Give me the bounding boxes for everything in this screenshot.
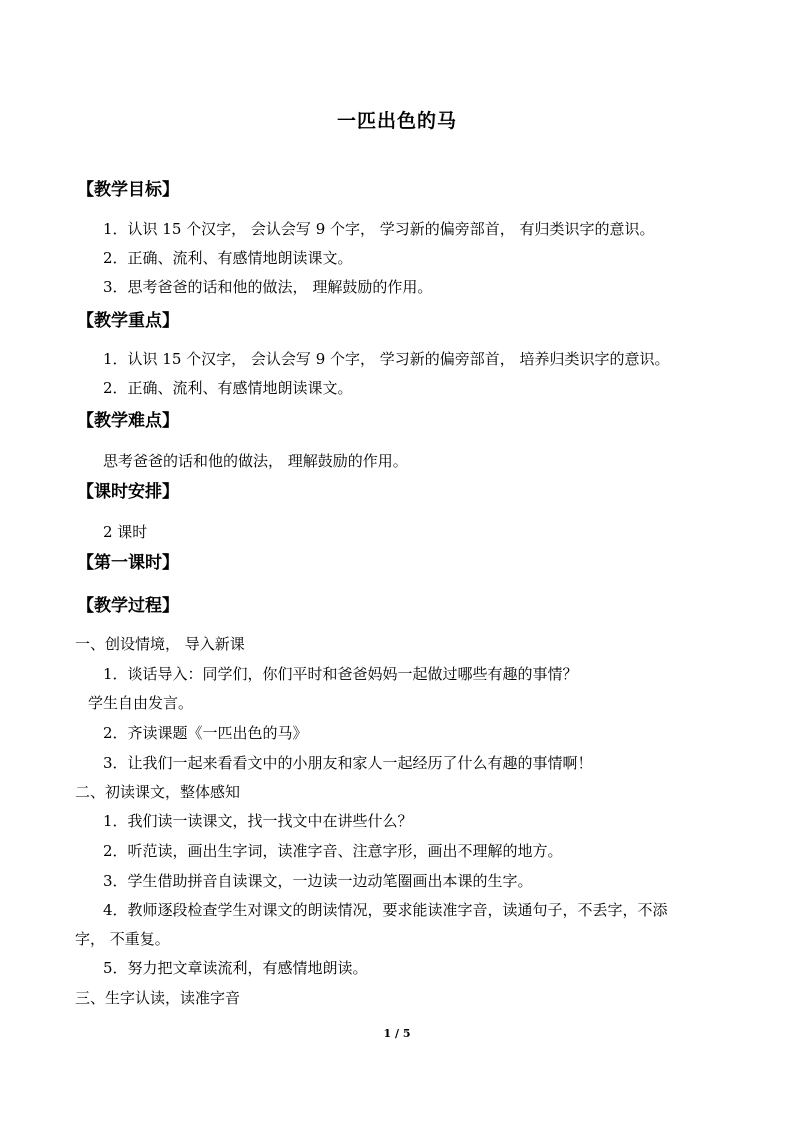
process-part-2-title: 二、初读课文，整体感知: [75, 783, 241, 801]
process-part-2-line: 5．努力把文章读流利，有感情地朗读。: [103, 959, 368, 977]
heading-teaching-goals: 【教学目标】: [77, 180, 179, 200]
heading-teaching-process: 【教学过程】: [77, 596, 179, 616]
heading-key-points: 【教学重点】: [77, 311, 179, 331]
process-part-1-line: 2．齐读课题《一匹出色的马》: [103, 724, 308, 742]
key-point-item-2: 2．正确、流利、有感情地朗读课文。: [103, 379, 353, 397]
process-part-1-line: 1．谈话导入：同学们，你们平时和爸爸妈妈一起做过哪些有趣的事情？: [103, 665, 578, 683]
key-point-item-1: 1．认识 15 个汉字， 会认会写 9 个字， 学习新的偏旁部首， 培养归类识字的意识。: [103, 350, 670, 368]
document-title: 一匹出色的马: [336, 110, 457, 132]
process-part-2-line: 4．教师逐段检查学生对课文的朗读情况，要求能读准字音，读通句子，不丢字，不添: [103, 901, 668, 919]
process-part-2-line: 2．听范读，画出生字词，读准字音、注意字形，画出不理解的地方。: [103, 842, 563, 860]
goal-item-1: 1．认识 15 个汉字， 会认会写 9 个字， 学习新的偏旁部首， 有归类识字的意识。: [103, 220, 655, 238]
process-part-1-title: 一、创设情境， 导入新课: [75, 635, 245, 653]
difficulty-text: 思考爸爸的话和他的做法， 理解鼓励的作用。: [103, 452, 408, 470]
schedule-text: 2 课时: [103, 523, 148, 541]
goal-item-2: 2．正确、流利、有感情地朗读课文。: [103, 249, 353, 267]
heading-first-lesson: 【第一课时】: [77, 553, 179, 573]
heading-difficulties: 【教学难点】: [77, 411, 179, 431]
heading-schedule: 【课时安排】: [77, 482, 179, 502]
process-part-2-line: 1．我们读一读课文，找一找文中在讲些什么？: [103, 812, 413, 830]
process-part-2-line: 3．学生借助拼音自读课文，一边读一边动笔圈画出本课的生字。: [103, 872, 533, 890]
goal-item-3: 3．思考爸爸的话和他的做法， 理解鼓励的作用。: [103, 278, 433, 296]
process-part-1-line: 3．让我们一起来看看文中的小朋友和家人一起经历了什么有趣的事情啊！: [103, 754, 593, 772]
process-part-3-title: 三、生字认读，读准字音: [75, 989, 241, 1007]
process-part-1-line: 学生自由发言。: [88, 694, 194, 712]
page-number: 1 / 5: [383, 1027, 411, 1040]
process-part-2-line: 字， 不重复。: [75, 930, 170, 948]
